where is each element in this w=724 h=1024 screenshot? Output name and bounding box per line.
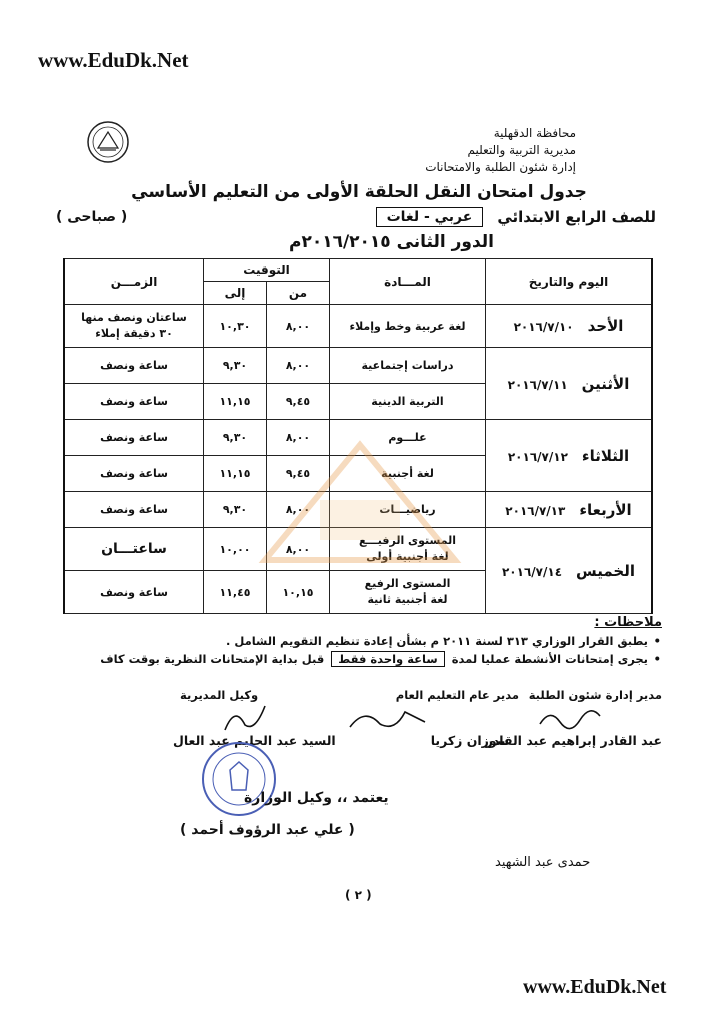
day-cell: الأثنين٢٠١٦/٧/١١ <box>486 348 653 420</box>
col-header-timing: التوقيت <box>204 259 330 282</box>
shift-label: ( صباحى ) <box>56 209 128 225</box>
subject-cell: علـــوم <box>330 420 486 456</box>
page-number: ( ٢ ) <box>345 888 372 902</box>
note-item: • يجرى إمتحانات الأنشطة عمليا لمدة ساعة واحدة فقط قبل بداية الإمتحانات النظرية بوقت كاف <box>42 652 648 666</box>
handwritten-name: حمدى عبد الشهيد <box>495 855 591 870</box>
table-row <box>64 305 652 348</box>
deputy-name: السيد عبد الحليم عبد العال <box>173 733 336 748</box>
governorate: محافظة الدقهلية <box>493 126 576 140</box>
from-cell: ٨,٠٠ <box>267 305 330 348</box>
grade-line <box>56 207 656 227</box>
duration-cell: ساعة ونصف <box>64 456 204 492</box>
to-cell: ٩,٣٠ <box>204 492 267 528</box>
from-cell: ٨,٠٠ <box>267 420 330 456</box>
header-authority <box>425 125 576 176</box>
duration-cell: ساعة ونصف <box>64 384 204 420</box>
ministry-logo-icon <box>86 120 130 164</box>
duration-cell: ساعة ونصف <box>64 348 204 384</box>
notes-section <box>42 615 662 670</box>
page-title: جدول امتحان النقل الحلقة الأولى من التعليم الأساسي <box>131 182 587 202</box>
minister-name: ( علي عبد الرؤوف أحمد ) <box>180 822 355 838</box>
col-header-subject: المـــادة <box>330 259 486 305</box>
signature-deputy <box>215 700 275 736</box>
signature-students <box>535 706 605 732</box>
table-row <box>64 348 652 384</box>
notes-title: ملاحظات : <box>594 615 662 630</box>
to-cell: ١١,١٥ <box>204 456 267 492</box>
directorate: مديرية التربية والتعليم <box>467 143 576 157</box>
to-cell: ١٠,٣٠ <box>204 305 267 348</box>
subject-cell: دراسات إجتماعية <box>330 348 486 384</box>
col-header-from: من <box>267 282 330 305</box>
to-cell: ١٠,٠٠ <box>204 528 267 571</box>
subject-cell: لغة أجنبية <box>330 456 486 492</box>
from-cell: ٩,٤٥ <box>267 456 330 492</box>
to-cell: ١١,٤٥ <box>204 571 267 614</box>
language-box: عربي - لغات <box>376 207 484 227</box>
deputy-title: وكيل المديرية <box>180 688 259 702</box>
watermark-graphic <box>250 440 470 570</box>
day-cell: الأربعاء٢٠١٦/٧/١٣ <box>486 492 653 528</box>
students-manager-name: عبد القادر إبراهيم عبد القادر <box>485 733 662 748</box>
subject-cell: المستوى الرفيع لغة أجنبية ثانية <box>330 571 486 614</box>
duration-box: ساعة واحدة فقط <box>331 651 444 667</box>
col-header-to: إلى <box>204 282 267 305</box>
col-header-day: اليوم والتاريخ <box>486 259 653 305</box>
official-stamp <box>200 740 278 818</box>
duration-cell: ساعتـــان <box>64 528 204 571</box>
from-cell: ٨,٠٠ <box>267 528 330 571</box>
duration-cell: ساعتان ونصف منها ٣٠ دقيقة إملاء <box>64 305 204 348</box>
to-cell: ٩,٣٠ <box>204 420 267 456</box>
subject-cell: لغة عربية وخط وإملاء <box>330 305 486 348</box>
education-manager-title: مدير عام التعليم العام <box>395 688 519 702</box>
duration-cell: ساعة ونصف <box>64 420 204 456</box>
from-cell: ١٠,١٥ <box>267 571 330 614</box>
duration-cell: ساعة ونصف <box>64 492 204 528</box>
students-manager-title: مدير إدارة شئون الطلبة <box>528 688 662 702</box>
approval-line: يعتمد ،، وكيل الوزارة <box>244 790 389 806</box>
day-cell: الأحد٢٠١٦/٧/١٠ <box>486 305 653 348</box>
administration: إدارة شئون الطلبة والامتحانات <box>425 160 576 174</box>
day-cell: الثلاثاء٢٠١٦/٧/١٢ <box>486 420 653 492</box>
subject-cell: المستوى الرفيـــع لغة أجنبية أولى <box>330 528 486 571</box>
exam-round: الدور الثانى ٢٠١٦/٢٠١٥م <box>288 232 494 252</box>
site-url-top[interactable]: www.EduDk.Net <box>38 48 189 72</box>
education-manager-name: سوزان زكريا <box>430 733 509 748</box>
col-header-duration: الزمـــن <box>64 259 204 305</box>
subject-cell: رياضيـــات <box>330 492 486 528</box>
from-cell: ٩,٤٥ <box>267 384 330 420</box>
to-cell: ٩,٣٠ <box>204 348 267 384</box>
note-item: • يطبق القرار الوزاري ٣١٣ لسنة ٢٠١١ م بشأن إعادة تنظيم التقويم الشامل . <box>42 634 648 648</box>
to-cell: ١١,١٥ <box>204 384 267 420</box>
day-cell: الخميس٢٠١٦/٧/١٤ <box>486 528 653 614</box>
grade-label: للصف الرابع الابتدائي <box>497 208 656 226</box>
site-url-bottom[interactable]: www.EduDk.Net <box>523 976 667 998</box>
subject-cell: التربية الدينية <box>330 384 486 420</box>
from-cell: ٨,٠٠ <box>267 348 330 384</box>
duration-cell: ساعة ونصف <box>64 571 204 614</box>
from-cell: ٨,٠٠ <box>267 492 330 528</box>
signature-education <box>345 702 435 736</box>
